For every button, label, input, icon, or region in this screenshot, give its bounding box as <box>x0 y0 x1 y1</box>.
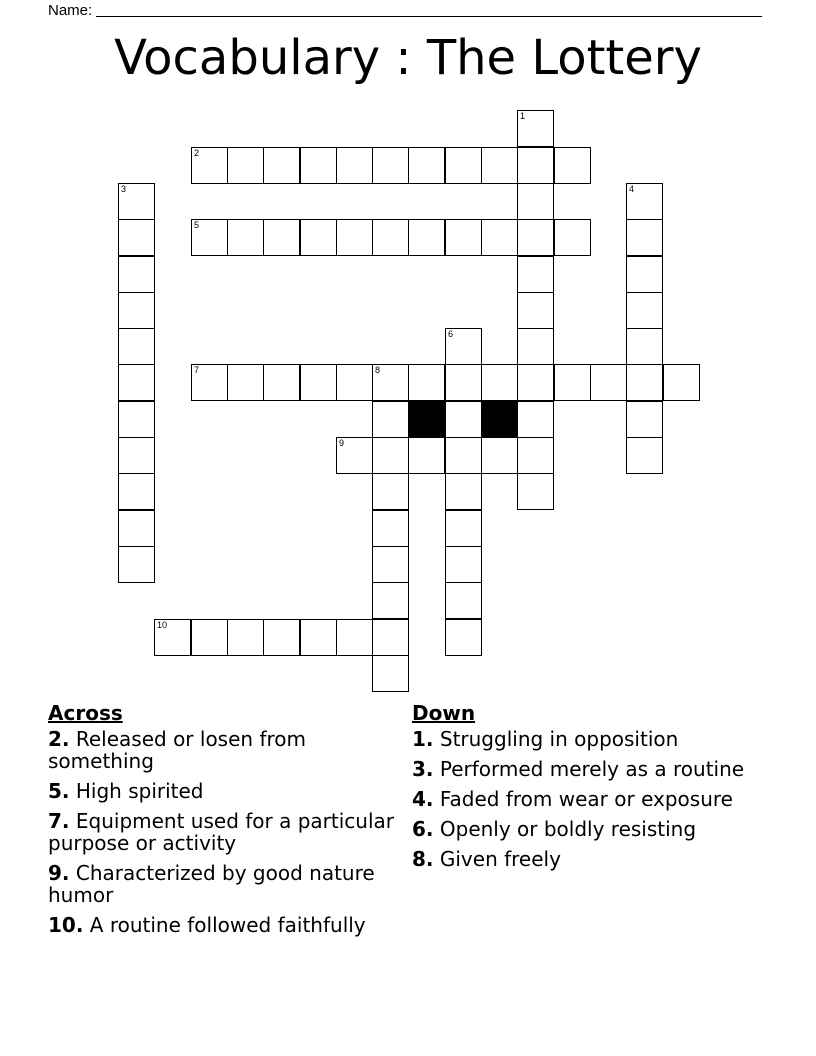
grid-cell[interactable] <box>408 437 445 474</box>
clue-number: 9. <box>48 861 70 885</box>
grid-cell[interactable] <box>517 147 554 184</box>
grid-cell[interactable] <box>481 147 518 184</box>
across-clues <box>48 702 398 944</box>
grid-cell[interactable] <box>300 364 337 401</box>
grid-cell[interactable] <box>263 619 300 656</box>
grid-cell[interactable] <box>263 147 300 184</box>
grid-cell[interactable] <box>118 219 155 256</box>
grid-cell[interactable] <box>445 328 482 365</box>
grid-cell[interactable] <box>663 364 700 401</box>
grid-cell[interactable] <box>227 147 264 184</box>
grid-cell[interactable] <box>191 147 228 184</box>
grid-cell[interactable] <box>191 619 228 656</box>
clue-number: 10. <box>48 913 84 937</box>
name-label: Name: <box>48 1 93 19</box>
grid-cell[interactable] <box>590 364 627 401</box>
clue-item <box>412 728 752 750</box>
grid-cell[interactable] <box>154 619 191 656</box>
grid-cell[interactable] <box>626 256 663 293</box>
clue-number: 3. <box>412 757 434 781</box>
grid-cell[interactable] <box>517 401 554 438</box>
black-cell <box>481 401 518 438</box>
across-heading: Across <box>48 701 123 725</box>
grid-cell[interactable] <box>372 364 409 401</box>
cell-number: 6 <box>448 329 454 339</box>
clue-number: 1. <box>412 727 434 751</box>
clue-item <box>48 914 398 936</box>
grid-cell[interactable] <box>118 437 155 474</box>
clue-text: Equipment used for a particular purpose or activity <box>48 809 394 855</box>
grid-cell[interactable] <box>118 292 155 329</box>
grid-cell[interactable] <box>408 219 445 256</box>
grid-cell[interactable] <box>517 110 554 147</box>
grid-cell[interactable] <box>445 219 482 256</box>
grid-cell[interactable] <box>118 328 155 365</box>
clue-item <box>412 758 752 780</box>
clue-item <box>48 810 398 854</box>
grid-cell[interactable] <box>336 437 373 474</box>
black-cell <box>408 401 445 438</box>
cell-number: 1 <box>520 111 526 121</box>
down-heading: Down <box>412 701 476 725</box>
grid-cell[interactable] <box>372 219 409 256</box>
grid-cell[interactable] <box>118 364 155 401</box>
grid-cell[interactable] <box>626 328 663 365</box>
grid-cell[interactable] <box>372 510 409 547</box>
cell-number: 7 <box>194 365 200 375</box>
grid-cell[interactable] <box>191 364 228 401</box>
grid-cell[interactable] <box>372 655 409 692</box>
grid-cell[interactable] <box>372 473 409 510</box>
clue-text: Released or losen from something <box>48 727 306 773</box>
cell-number: 2 <box>194 148 200 158</box>
clue-text: Performed merely as a routine <box>439 757 745 781</box>
grid-cell[interactable] <box>263 364 300 401</box>
grid-cell[interactable] <box>626 183 663 220</box>
grid-cell[interactable] <box>408 364 445 401</box>
grid-cell[interactable] <box>408 147 445 184</box>
clue-text: A routine followed faithfully <box>89 913 366 937</box>
grid-cell[interactable] <box>227 219 264 256</box>
grid-cell[interactable] <box>626 437 663 474</box>
grid-cell[interactable] <box>227 364 264 401</box>
clue-item <box>48 728 398 772</box>
grid-cell[interactable] <box>626 292 663 329</box>
grid-cell[interactable] <box>336 147 373 184</box>
cell-number: 8 <box>375 365 381 375</box>
cell-number: 4 <box>629 184 635 194</box>
grid-cell[interactable] <box>191 219 228 256</box>
grid-cell[interactable] <box>445 437 482 474</box>
grid-cell[interactable] <box>445 364 482 401</box>
clue-number: 5. <box>48 779 70 803</box>
grid-cell[interactable] <box>517 473 554 510</box>
grid-cell[interactable] <box>554 364 591 401</box>
grid-cell[interactable] <box>626 219 663 256</box>
clue-item <box>412 818 752 840</box>
grid-cell[interactable] <box>372 437 409 474</box>
grid-cell[interactable] <box>300 219 337 256</box>
grid-cell[interactable] <box>336 219 373 256</box>
grid-cell[interactable] <box>481 364 518 401</box>
clue-number: 2. <box>48 727 70 751</box>
clue-item <box>48 862 398 906</box>
clue-text: Characterized by good nature humor <box>48 861 375 907</box>
grid-cell[interactable] <box>517 437 554 474</box>
grid-cell[interactable] <box>481 437 518 474</box>
grid-cell[interactable] <box>626 401 663 438</box>
grid-cell[interactable] <box>118 183 155 220</box>
grid-cell[interactable] <box>118 510 155 547</box>
grid-cell[interactable] <box>372 546 409 583</box>
grid-cell[interactable] <box>517 328 554 365</box>
grid-cell[interactable] <box>118 546 155 583</box>
clue-item <box>48 780 398 802</box>
grid-cell[interactable] <box>372 401 409 438</box>
across-clue-list <box>48 728 398 936</box>
grid-cell[interactable] <box>445 619 482 656</box>
grid-cell[interactable] <box>554 147 591 184</box>
cell-number: 9 <box>339 438 345 448</box>
grid-cell[interactable] <box>300 147 337 184</box>
grid-cell[interactable] <box>118 401 155 438</box>
grid-cell[interactable] <box>517 364 554 401</box>
grid-cell[interactable] <box>445 510 482 547</box>
grid-cell[interactable] <box>517 219 554 256</box>
grid-cell[interactable] <box>336 364 373 401</box>
grid-cell[interactable] <box>445 473 482 510</box>
cell-number: 3 <box>121 184 127 194</box>
clue-number: 8. <box>412 847 434 871</box>
grid-cell[interactable] <box>554 219 591 256</box>
grid-cell[interactable] <box>336 619 373 656</box>
grid-cell[interactable] <box>481 219 518 256</box>
grid-cell[interactable] <box>118 256 155 293</box>
clue-item <box>412 788 752 810</box>
clue-text: Given freely <box>439 847 561 871</box>
grid-cell[interactable] <box>445 546 482 583</box>
grid-cell[interactable] <box>118 473 155 510</box>
grid-cell[interactable] <box>445 401 482 438</box>
cell-number: 5 <box>194 220 200 230</box>
clue-text: High spirited <box>75 779 204 803</box>
grid-cell[interactable] <box>517 292 554 329</box>
grid-cell[interactable] <box>517 183 554 220</box>
clue-text: Faded from wear or exposure <box>439 787 733 811</box>
grid-cell[interactable] <box>372 582 409 619</box>
grid-cell[interactable] <box>372 619 409 656</box>
grid-cell[interactable] <box>372 147 409 184</box>
clue-number: 6. <box>412 817 434 841</box>
grid-cell[interactable] <box>227 619 264 656</box>
grid-cell[interactable] <box>263 219 300 256</box>
grid-cell[interactable] <box>300 619 337 656</box>
clue-item <box>412 848 752 870</box>
grid-cell[interactable] <box>445 147 482 184</box>
grid-cell[interactable] <box>445 582 482 619</box>
cell-number: 10 <box>157 620 168 630</box>
down-clue-list <box>412 728 752 870</box>
down-clues <box>412 702 752 878</box>
grid-cell[interactable] <box>626 364 663 401</box>
clue-number: 7. <box>48 809 70 833</box>
grid-cell[interactable] <box>517 256 554 293</box>
clue-text: Openly or boldly resisting <box>439 817 697 841</box>
clue-text: Struggling in opposition <box>439 727 679 751</box>
page-title: Vocabulary : The Lottery <box>114 30 702 86</box>
clue-number: 4. <box>412 787 434 811</box>
